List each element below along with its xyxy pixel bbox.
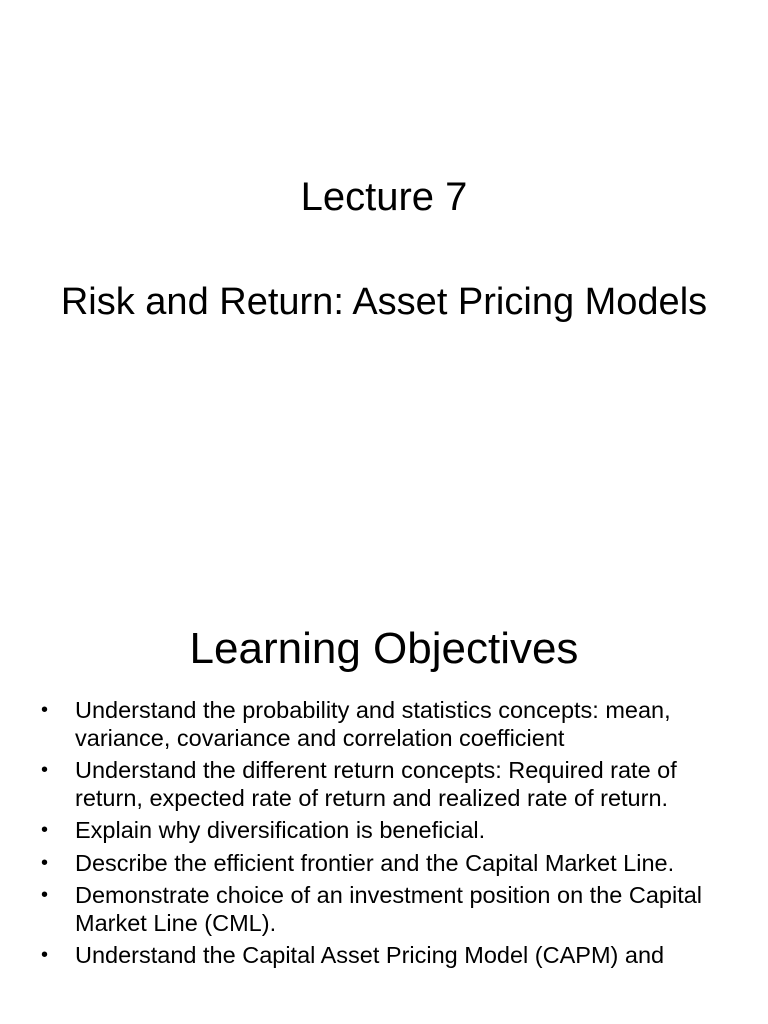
objective-text: Understand the different return concepts: Required rate of return, expected rate of return and realized rate of return. bbox=[75, 757, 677, 811]
bullet-icon: • bbox=[41, 944, 49, 966]
objective-item bbox=[40, 850, 740, 878]
lecture-number: Lecture 7 bbox=[300, 175, 468, 219]
objective-text: Describe the efficient frontier and the Capital Market Line. bbox=[75, 849, 675, 876]
objective-item bbox=[40, 817, 740, 845]
bullet-icon: • bbox=[41, 759, 49, 781]
objective-item bbox=[40, 697, 740, 752]
objective-item bbox=[40, 757, 740, 812]
bullet-icon: • bbox=[41, 819, 49, 841]
objective-text: Demonstrate choice of an investment position on the Capital Market Line (CML). bbox=[75, 882, 703, 936]
objective-text: Understand the Capital Asset Pricing Model (CAPM) and bbox=[75, 942, 665, 968]
bullet-icon: • bbox=[41, 699, 49, 721]
bullet-icon: • bbox=[41, 851, 49, 874]
objective-text: Understand the probability and statistics concepts: mean, variance, covariance and correlation coefficient bbox=[75, 697, 671, 751]
objective-item bbox=[40, 882, 740, 937]
bullet-icon: • bbox=[41, 884, 49, 906]
objectives-list bbox=[40, 697, 740, 975]
objectives-slide bbox=[0, 576, 768, 1024]
objective-item bbox=[40, 942, 740, 970]
lecture-title: Risk and Return: Asset Pricing Models bbox=[60, 281, 708, 323]
objectives-heading: Learning Objectives bbox=[189, 624, 579, 673]
objective-text: Explain why diversification is beneficial. bbox=[75, 817, 486, 843]
